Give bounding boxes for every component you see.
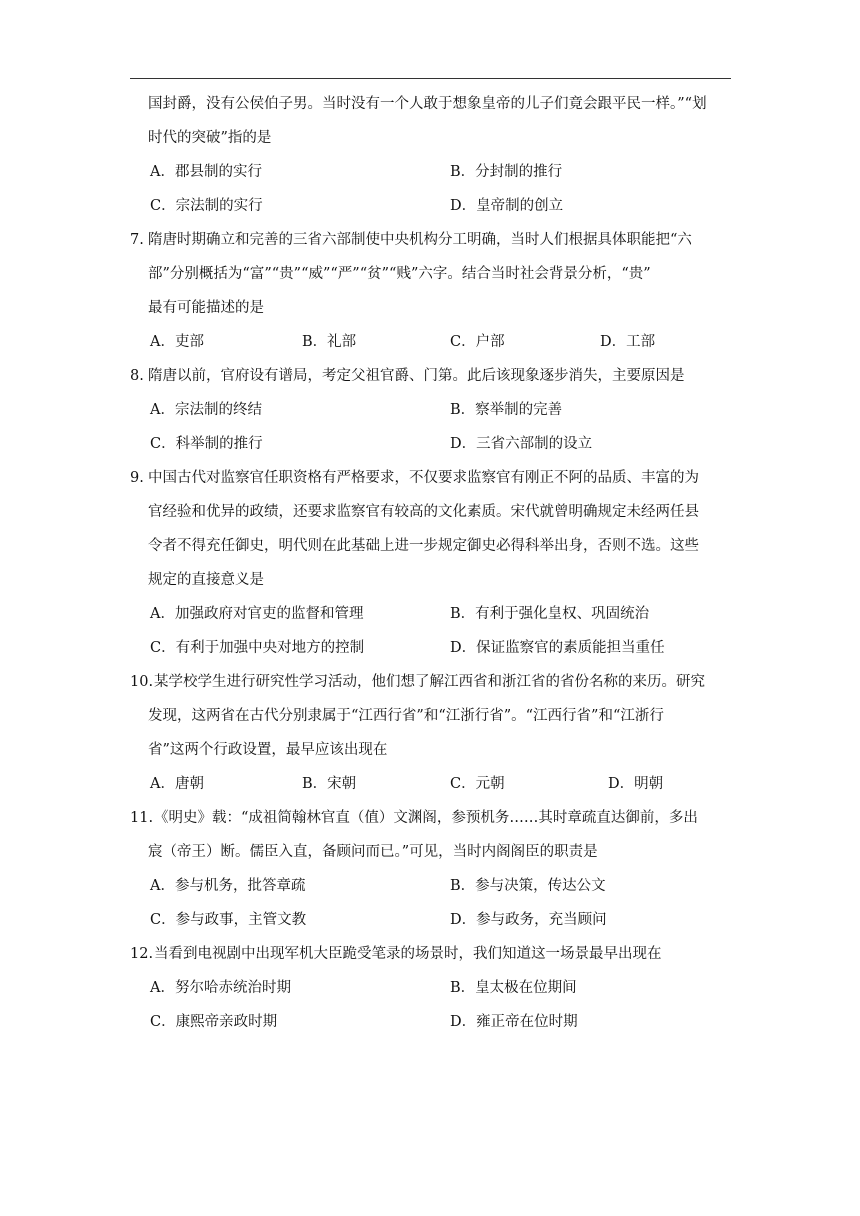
question-8-options-row-2 — [130, 427, 731, 461]
question-9-options-row-1 — [130, 597, 731, 631]
question-12-stem-line-1 — [130, 937, 731, 971]
question-9-stem-line-2: 官经验和优异的政绩，还要求监察官有较高的文化素质。宋代就曾明确规定未经两任县 — [148, 504, 699, 520]
question-8-stem-line-1 — [130, 359, 731, 393]
question-7-stem-line-3: 最有可能描述的是 — [148, 300, 264, 316]
header-rule — [130, 78, 731, 79]
question-6-stem-line-1: 国封爵，没有公侯伯子男。当时没有一个人敢于想象皇帝的儿子们竟会跟平民一样。”“划 — [148, 96, 707, 112]
question-11-options-row-2 — [130, 903, 731, 937]
question-7-stem-line-2: 部”分别概括为“富”“贵”“威”“严”“贫”“贱”六字。结合当时社会背景分析，“贵” — [148, 266, 651, 282]
option-b[interactable]: B．有利于强化皇权、巩固统治 — [450, 606, 650, 622]
question-10-stem-line-1 — [130, 665, 731, 699]
question-12-options-row-1 — [130, 971, 731, 1005]
option-a[interactable]: A．郡县制的实行 — [150, 164, 262, 180]
question-10-stem-line-3: 省”这两个行政设置，最早应该出现在 — [148, 742, 388, 758]
option-a[interactable]: A．宗法制的终结 — [150, 402, 262, 418]
question-number: 11. — [130, 810, 154, 826]
question-number: 10. — [130, 674, 154, 690]
option-c[interactable]: C．科举制的推行 — [150, 436, 263, 452]
option-c[interactable]: C．元朝 — [450, 776, 505, 792]
question-number: 9. — [130, 470, 144, 486]
question-list — [130, 87, 731, 1039]
option-a[interactable]: A．加强政府对官吏的监督和管理 — [150, 606, 364, 622]
question-9-stem-line-1 — [130, 461, 731, 495]
question-11-options-row-1 — [130, 869, 731, 903]
option-b[interactable]: B．参与决策，传达公文 — [450, 878, 606, 894]
question-11-stem-line-2: 宸（帝王）断。儒臣入直，备顾问而已。”可见，当时内阁阁臣的职责是 — [148, 844, 598, 860]
option-c[interactable]: C．参与政事，主管文教 — [150, 912, 307, 928]
option-c[interactable]: C．康熙帝亲政时期 — [150, 1014, 278, 1030]
option-b[interactable]: B．礼部 — [302, 334, 357, 350]
option-b[interactable]: B．皇太极在位期间 — [450, 980, 577, 996]
option-c[interactable]: C．户部 — [450, 334, 505, 350]
option-b[interactable]: B．察举制的完善 — [450, 402, 563, 418]
question-number: 7. — [130, 232, 144, 248]
option-d[interactable]: D．明朝 — [608, 776, 664, 792]
question-stem-text: 隋唐时期确立和完善的三省六部制使中央机构分工明确，当时人们根据具体职能把“六 — [148, 232, 692, 248]
question-number: 12. — [130, 946, 154, 962]
option-d[interactable]: D．雍正帝在位时期 — [450, 1014, 578, 1030]
question-7-options-row — [130, 325, 731, 359]
option-c[interactable]: C．宗法制的实行 — [150, 198, 263, 214]
question-6-stem-line-2: 时代的突破”指的是 — [148, 130, 272, 146]
question-number: 8. — [130, 368, 144, 384]
question-stem-text: 《明史》载：“成祖简翰林官直（值）文渊阁，参预机务……其时章疏直达御前，多出 — [154, 810, 698, 826]
question-stem-text: 中国古代对监察官任职资格有严格要求，不仅要求监察官有刚正不阿的品质、丰富的为 — [148, 470, 699, 486]
question-6-options-row-1 — [130, 155, 731, 189]
option-b[interactable]: B．宋朝 — [302, 776, 357, 792]
option-d[interactable]: D．保证监察官的素质能担当重任 — [450, 640, 665, 656]
question-6-options-row-2 — [130, 189, 731, 223]
question-stem-text: 某学校学生进行研究性学习活动，他们想了解江西省和浙江省的省份名称的来历。研究 — [154, 674, 705, 690]
option-a[interactable]: A．唐朝 — [150, 776, 204, 792]
question-9-stem-line-4: 规定的直接意义是 — [148, 572, 264, 588]
option-a[interactable]: A．参与机务，批答章疏 — [150, 878, 306, 894]
option-d[interactable]: D．参与政务，充当顾问 — [450, 912, 607, 928]
question-9-stem-line-3: 令者不得充任御史，明代则在此基础上进一步规定御史必得科举出身，否则不选。这些 — [148, 538, 699, 554]
question-10-stem-line-2: 发现，这两省在古代分别隶属于“江西行省”和“江浙行省”。“江西行省”和“江浙行 — [148, 708, 664, 724]
option-a[interactable]: A．吏部 — [150, 334, 204, 350]
option-d[interactable]: D．三省六部制的设立 — [450, 436, 593, 452]
question-12-options-row-2 — [130, 1005, 731, 1039]
option-c[interactable]: C．有利于加强中央对地方的控制 — [150, 640, 365, 656]
option-d[interactable]: D．工部 — [600, 334, 656, 350]
question-stem-text: 隋唐以前，官府设有谱局，考定父祖官爵、门第。此后该现象逐步消失，主要原因是 — [148, 368, 685, 384]
question-8-options-row-1 — [130, 393, 731, 427]
question-stem-text: 当看到电视剧中出现军机大臣跪受笔录的场景时，我们知道这一场景最早出现在 — [154, 946, 662, 962]
question-10-options-row — [130, 767, 731, 801]
question-11-stem-line-1 — [130, 801, 731, 835]
option-a[interactable]: A．努尔哈赤统治时期 — [150, 980, 291, 996]
question-7-stem-line-1 — [130, 223, 731, 257]
option-b[interactable]: B．分封制的推行 — [450, 164, 563, 180]
option-d[interactable]: D．皇帝制的创立 — [450, 198, 564, 214]
question-9-options-row-2 — [130, 631, 731, 665]
